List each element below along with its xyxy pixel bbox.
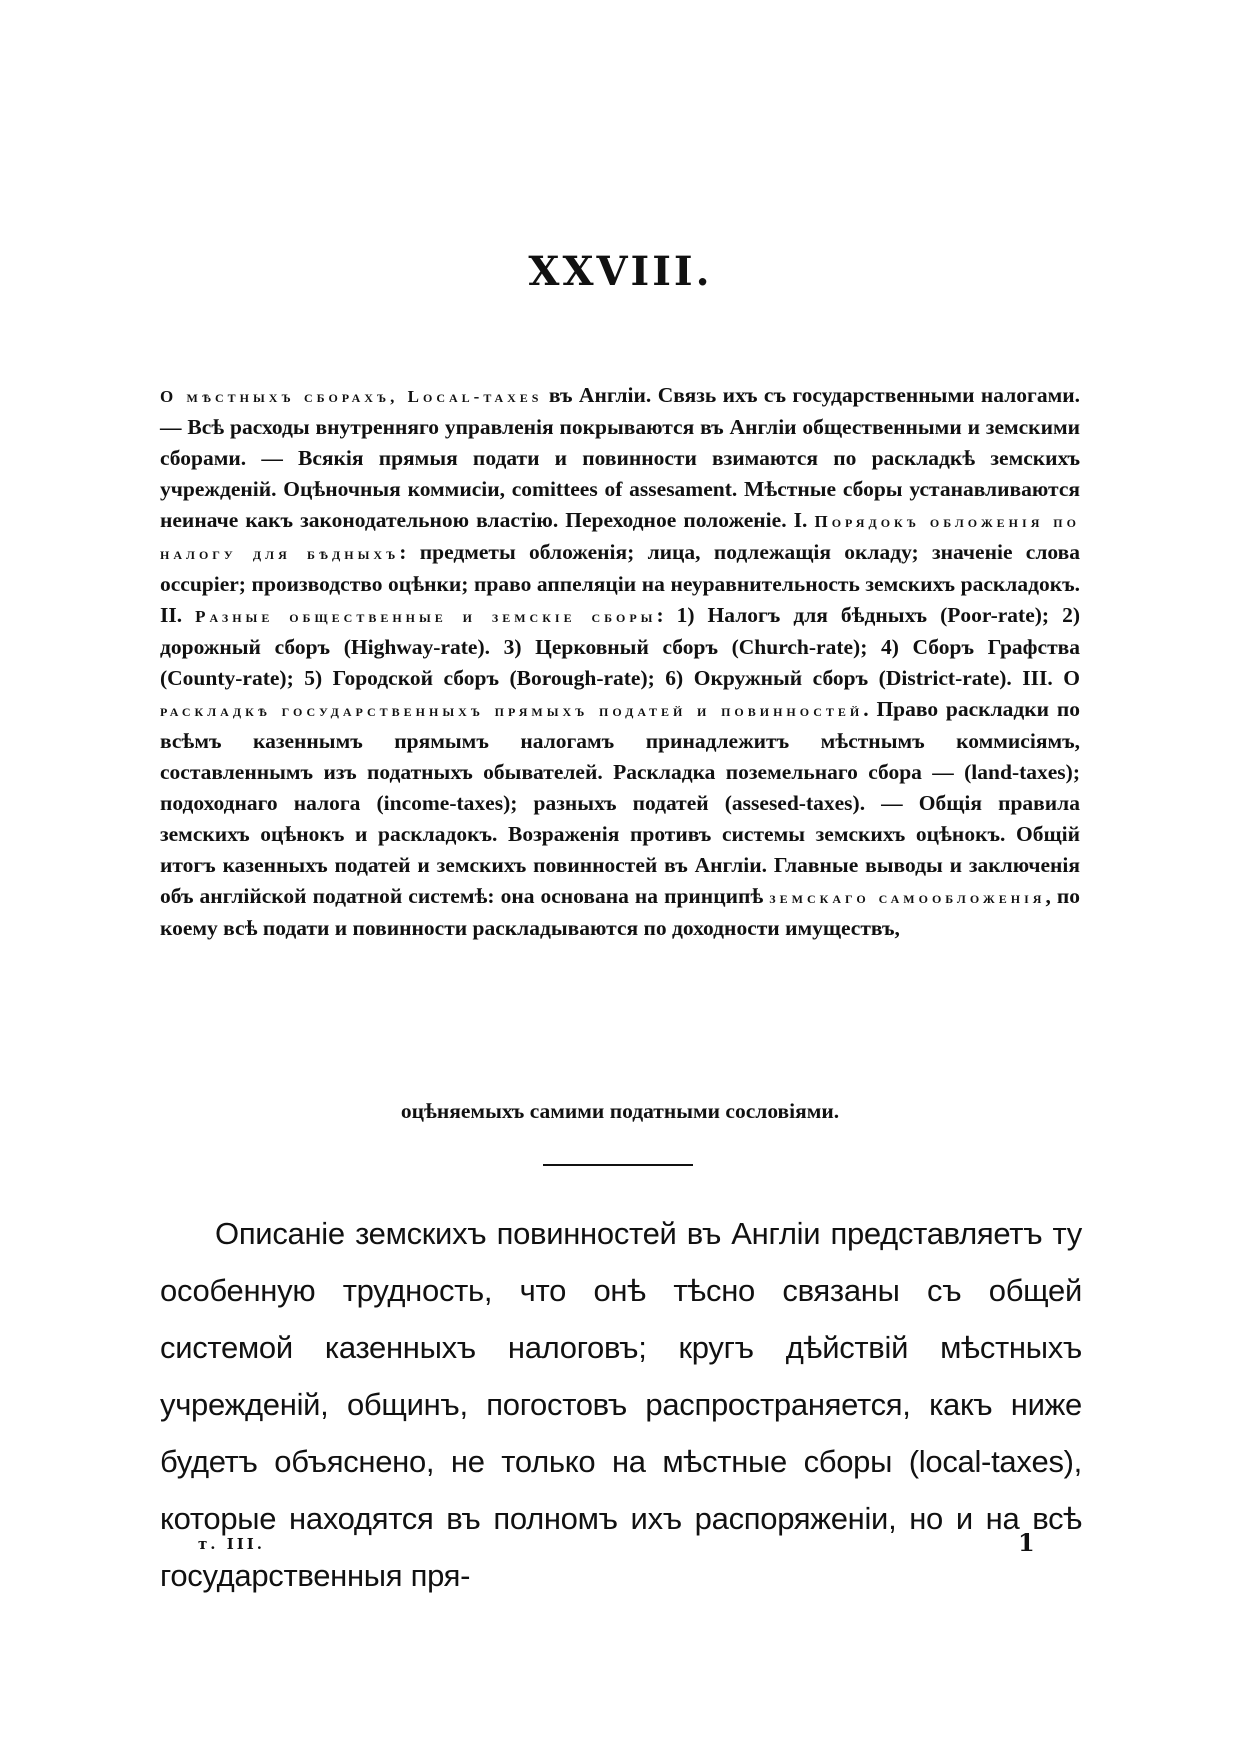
signature-mark: т. III. bbox=[198, 1535, 266, 1553]
summary-lead: О мѣстныхъ сборахъ, Local-taxes bbox=[160, 387, 543, 406]
chapter-heading: XXVIII. bbox=[528, 248, 713, 295]
body-paragraph: Описаніе земскихъ повинностей въ Англіи представляетъ ту особенную трудность, что онѣ тѣсно связаны съ общей системой казенныхъ налоговъ; кругъ дѣйствій мѣстныхъ учрежденій, общинъ, погостовъ распространяется, какъ ниже будетъ объяснено, не только на мѣстные сборы (local-taxes), которые находятся въ полномъ ихъ распоряженіи, но и на всѣ государственныя пря- bbox=[160, 1216, 1082, 1593]
summary-part-5: , по коему всѣ подати и повинности раскладываются по доходности имуществъ, bbox=[160, 884, 1080, 940]
summary-part-1: въ Англіи. Связь ихъ съ государственными налогами. — Всѣ расходы внутренняго управленія покрываются въ Англіи общественными и земскими сборами. — Всякія прямыя подати и повинности взимаются по раскладкѣ земскихъ учрежденій. Оцѣночныя коммисіи, comittees of assesament. Мѣстные сборы устанавливаются неиначе какъ законодательною властію. Переходное положеніе. I. bbox=[160, 383, 1080, 532]
summary-last-line: оцѣняемыхъ самими податными сословіями. bbox=[400, 1099, 840, 1123]
summary-spaced-2: Разные общественные и земскіе сборы bbox=[195, 607, 657, 626]
page-number: 1 bbox=[1018, 1528, 1035, 1557]
chapter-summary bbox=[160, 380, 1080, 944]
section-divider bbox=[543, 1164, 693, 1166]
summary-part-2: : предметы обложенія; лица, подлежащія окладу; значеніе слова occupier; производство оцѣнки; право аппеляціи на неуравнительность земскихъ раскладокъ. II. bbox=[160, 540, 1080, 627]
summary-part-4: . Право раскладки по всѣмъ казеннымъ прямымъ налогамъ принадлежитъ мѣстнымъ коммисіямъ, составленнымъ изъ податныхъ обывателей. Раскладка поземельнаго сбора — (land-taxes); подоходнаго налога (income-taxes); разныхъ податей (assesed-taxes). — Общія правила земскихъ оцѣнокъ и раскладокъ. Возраженія противъ системы земскихъ оцѣнокъ. Общій итогъ казенныхъ податей и земскихъ повинностей въ Англіи. Главные выводы и заключенія объ англійской податной системѣ: она основана на принципѣ bbox=[160, 697, 1080, 908]
summary-spaced-1: Порядокъ обложенія по налогу для бѣдныхъ bbox=[160, 512, 1080, 563]
summary-spaced-4: земскаго самообложенія bbox=[769, 888, 1046, 907]
summary-part-3: : 1) Налогъ для бѣдныхъ (Poor-rate); 2) дорожный сборъ (Highway-rate). 3) Церковный сборъ (Church-rate); 4) Сборъ Графства (County-rate); 5) Городской сборъ (Borough-rate); 6) Окружный сборъ (District-rate). III. О bbox=[160, 603, 1080, 690]
summary-spaced-3: раскладкѣ государственныхъ прямыхъ податей и повинностей bbox=[160, 701, 864, 720]
